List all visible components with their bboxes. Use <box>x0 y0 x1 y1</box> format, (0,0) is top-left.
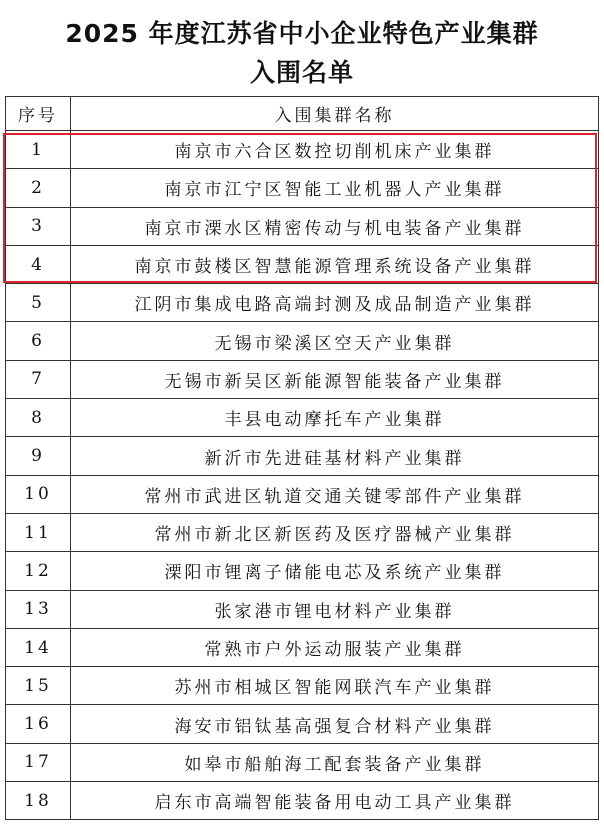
table-row <box>6 475 599 513</box>
header-cluster-name: 入围集群名称 <box>71 97 599 131</box>
table-row <box>6 705 599 743</box>
row-serial-number: 7 <box>6 360 71 398</box>
row-serial-number: 10 <box>6 475 71 513</box>
table-row <box>6 437 599 475</box>
row-serial-number: 4 <box>6 245 71 283</box>
table-row <box>6 590 599 628</box>
row-serial-number: 16 <box>6 705 71 743</box>
row-cluster-name: 常州市武进区轨道交通关键零部件产业集群 <box>71 475 599 513</box>
table-row <box>6 399 599 437</box>
table-row <box>6 360 599 398</box>
row-serial-number: 2 <box>6 169 71 207</box>
row-cluster-name: 新沂市先进硅基材料产业集群 <box>71 437 599 475</box>
row-cluster-name: 南京市江宁区智能工业机器人产业集群 <box>71 169 599 207</box>
row-serial-number: 11 <box>6 513 71 551</box>
table-row <box>6 667 599 705</box>
row-cluster-name: 无锡市梁溪区空天产业集群 <box>71 322 599 360</box>
row-serial-number: 18 <box>6 782 71 820</box>
table-row <box>6 284 599 322</box>
row-cluster-name: 启东市高端智能装备用电动工具产业集群 <box>71 782 599 820</box>
row-cluster-name: 常熟市户外运动服装产业集群 <box>71 628 599 666</box>
row-serial-number: 9 <box>6 437 71 475</box>
table-row <box>6 743 599 781</box>
cluster-list-table <box>5 96 599 820</box>
table-row <box>6 169 599 207</box>
header-serial-number: 序号 <box>6 97 71 131</box>
table-row <box>6 782 599 820</box>
table-header-row <box>6 97 599 131</box>
table-row <box>6 552 599 590</box>
row-serial-number: 5 <box>6 284 71 322</box>
table-row <box>6 628 599 666</box>
row-cluster-name: 南京市溧水区精密传动与机电装备产业集群 <box>71 207 599 245</box>
row-serial-number: 13 <box>6 590 71 628</box>
row-cluster-name: 常州市新北区新医药及医疗器械产业集群 <box>71 513 599 551</box>
row-serial-number: 15 <box>6 667 71 705</box>
row-cluster-name: 无锡市新吴区新能源智能装备产业集群 <box>71 360 599 398</box>
page-subtitle: 入围名单 <box>249 58 354 87</box>
row-serial-number: 12 <box>6 552 71 590</box>
row-cluster-name: 如皋市船舶海工配套装备产业集群 <box>71 743 599 781</box>
row-cluster-name: 南京市鼓楼区智慧能源管理系统设备产业集群 <box>71 245 599 283</box>
table-row <box>6 207 599 245</box>
table-row <box>6 245 599 283</box>
row-serial-number: 8 <box>6 399 71 437</box>
table-row <box>6 513 599 551</box>
row-cluster-name: 苏州市相城区智能网联汽车产业集群 <box>71 667 599 705</box>
row-cluster-name: 丰县电动摩托车产业集群 <box>71 399 599 437</box>
row-cluster-name: 南京市六合区数控切削机床产业集群 <box>71 131 599 169</box>
row-cluster-name: 海安市铝钛基高强复合材料产业集群 <box>71 705 599 743</box>
table-row <box>6 131 599 169</box>
row-serial-number: 3 <box>6 207 71 245</box>
row-cluster-name: 张家港市锂电材料产业集群 <box>71 590 599 628</box>
row-serial-number: 14 <box>6 628 71 666</box>
row-serial-number: 6 <box>6 322 71 360</box>
table-row <box>6 322 599 360</box>
row-cluster-name: 溧阳市锂离子储能电芯及系统产业集群 <box>71 552 599 590</box>
row-serial-number: 17 <box>6 743 71 781</box>
row-cluster-name: 江阴市集成电路高端封测及成品制造产业集群 <box>71 284 599 322</box>
row-serial-number: 1 <box>6 131 71 169</box>
page-title: 2025 年度江苏省中小企业特色产业集群 <box>65 19 539 48</box>
